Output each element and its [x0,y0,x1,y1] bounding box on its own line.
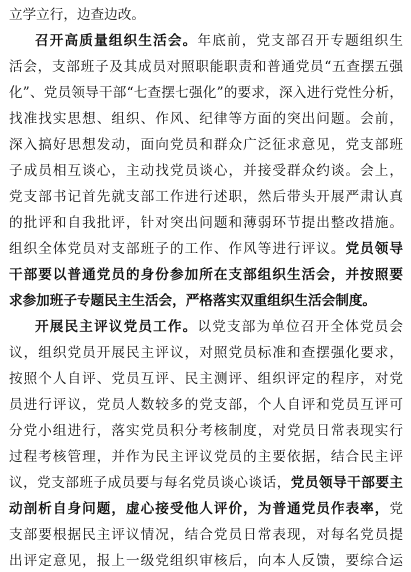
bold-text-segment: 党员领导干部要主 [290,475,403,491]
text-segment: 党支部书记首先就支部工作进行述职，然后带头开展严肃认真 [9,189,403,205]
paragraph-line [9,262,403,288]
text-segment: 员进行评议，党员人数较多的党支部，个人自评和党员互评可 [9,397,403,413]
bold-text-segment: 党员领导 [345,241,403,257]
paragraph-line [9,548,403,572]
section-heading-line-organization-life [9,28,403,54]
paragraph-line [9,288,403,314]
paragraph-line [9,392,403,418]
text-segment: 子成员相互谈心，主动找党员谈心，并接受群众约谈。会上， [9,163,403,179]
text-segment: 出评定意见，报上一级党组织审核后，向本人反馈，要综合运 [9,553,403,569]
text-segment: 活会，支部班子及其成员对照职能职责和普通党员“五查摆五强 [9,59,403,75]
paragraph-line [9,106,403,132]
paragraph-line [9,158,403,184]
section-heading-line-democratic-appraisal [9,314,403,340]
bold-text-segment: 干部要以普通党员的身份参加所在支部组织生活会，并按照要 [9,267,403,283]
text-segment: 以党支部为单位召开全体党员会 [197,319,403,335]
bold-text-segment: 召开高质量组织生活会。 [35,33,198,49]
paragraph-line [9,444,403,470]
text-segment: 按照个人自评、党员互评、民主测评、组织评定的程序，对党 [9,371,403,387]
text-segment: 支部要根据民主评议情况，结合党员日常表现，对每名党员提 [9,527,403,543]
text-segment: 议，党支部班子成员要与每名党员谈心谈话， [9,475,291,491]
paragraph-line [9,184,403,210]
text-segment: 找准找实思想、组织、作风、纪律等方面的突出问题。会前， [9,111,403,127]
paragraph-line [9,340,403,366]
text-segment: 分党小组进行，落实党员积分考核制度，对党员日常表现实行 [9,423,403,439]
text-segment: 组织全体党员对支部班子的工作、作风等进行评议。 [9,241,346,257]
text-segment: 立学立行，边查边改。 [9,7,145,23]
text-segment: 化”、党员领导干部“七查摆七强化”的要求，深入进行党性分析， [9,85,403,101]
paragraph-line [9,80,403,106]
paragraph-ending-line [9,2,403,28]
paragraph-line [9,54,403,80]
bold-text-segment: 求参加班子专题民主生活会，严格落实双重组织生活会制度。 [9,293,377,309]
text-segment: 党 [389,501,403,517]
text-segment: 过程考核管理，并作为民主评议党员的主要依据，结合民主评 [9,449,403,465]
paragraph-line [9,132,403,158]
paragraph-line [9,470,403,496]
text-segment: 深入搞好思想发动，面向党员和群众广泛征求意见，党支部班 [9,137,403,153]
paragraph-line [9,366,403,392]
paragraph-line [9,236,403,262]
paragraph-line [9,210,403,236]
bold-text-segment: 动剖析自身问题，虚心接受他人评价，为普通党员作表率， [9,501,390,517]
paragraph-line [9,522,403,548]
text-segment: 年底前，党支部召开专题组织生 [197,33,403,49]
text-segment: 的批评和自我批评，针对突出问题和薄弱环节提出整改措施。 [9,215,403,231]
text-segment: 议，组织党员开展民主评议，对照党员标准和查摆强化要求， [9,345,403,361]
paragraph-line [9,418,403,444]
bold-text-segment: 开展民主评议党员工作。 [35,319,198,335]
paragraph-line [9,496,403,522]
